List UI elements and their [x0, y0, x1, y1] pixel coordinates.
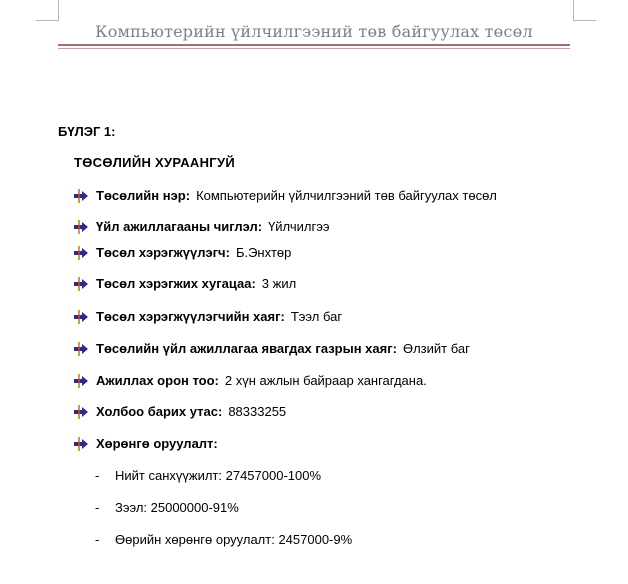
arrow-bullet-icon [74, 437, 88, 451]
dash-marker: - [95, 468, 100, 483]
bullet-item [74, 436, 224, 451]
bullet-item [74, 404, 286, 419]
arrow-bullet-icon [74, 342, 88, 356]
arrow-bullet-icon [74, 405, 88, 419]
bullet-value: Компьютерийн үйлчилгээний төв байгуулах төсөл [196, 188, 497, 203]
bullet-label: Холбоо барих утас: [96, 404, 223, 419]
bullet-label: Үйл ажиллагааны чиглэл: [96, 219, 263, 234]
bullet-item [74, 276, 296, 291]
sub-list-item [95, 500, 239, 515]
crop-mark-top-left [36, 0, 59, 21]
bullet-item [74, 245, 291, 260]
bullet-value: 88333255 [228, 404, 287, 419]
arrow-bullet-icon [74, 189, 88, 203]
bullet-label: Төсөл хэрэгжих хугацаа: [96, 276, 256, 291]
dash-marker: - [95, 500, 100, 515]
bullet-value: Өлзийт баг [402, 341, 470, 356]
bullet-label: Төсөлийн үйл ажиллагаа явагдах газрын хаяг: [96, 341, 397, 356]
header-rule [58, 44, 570, 49]
bullet-label: Хөрөнгө оруулалт: [96, 436, 218, 451]
sub-list-item [95, 532, 352, 547]
bullet-item [74, 188, 497, 203]
bullet-value: Үйлчилгээ [268, 219, 330, 234]
bullet-value: 3 жил [261, 276, 297, 291]
sub-item-text: Өөрийн хөрөнгө оруулалт: 2457000-9% [115, 532, 353, 547]
bullet-item [74, 373, 427, 388]
bullet-item [74, 341, 470, 356]
bullet-label: Төсөлийн нэр: [96, 188, 191, 203]
bullet-value: Тээл баг [290, 309, 343, 324]
arrow-bullet-icon [74, 374, 88, 388]
arrow-bullet-icon [74, 220, 88, 234]
arrow-bullet-icon [74, 246, 88, 260]
dash-marker: - [95, 532, 100, 547]
bullet-value: 2 хүн ажлын байраар хангагдана. [224, 373, 427, 388]
bullet-item [74, 219, 329, 234]
arrow-bullet-icon [74, 277, 88, 291]
bullet-label: Ажиллах орон тоо: [96, 373, 219, 388]
sub-item-text: Нийт санхүүжилт: 27457000-100% [115, 468, 322, 483]
document-header-title: Компьютерийн үйлчилгээний төв байгуулах төсөл [95, 22, 533, 41]
bullet-item [74, 309, 342, 324]
bullet-value: Б.Энхтөр [235, 245, 292, 260]
crop-mark-top-right [573, 0, 596, 21]
chapter-label: БҮЛЭГ 1: [58, 124, 116, 139]
sub-list-item [95, 468, 321, 483]
bullet-label: Төсөл хэрэгжүүлэгчийн хаяг: [96, 309, 285, 324]
summary-heading: ТӨСӨЛИЙН ХУРААНГУЙ [74, 155, 236, 170]
sub-item-text: Зээл: 25000000-91% [115, 500, 239, 515]
bullet-label: Төсөл хэрэгжүүлэгч: [96, 245, 230, 260]
arrow-bullet-icon [74, 310, 88, 324]
